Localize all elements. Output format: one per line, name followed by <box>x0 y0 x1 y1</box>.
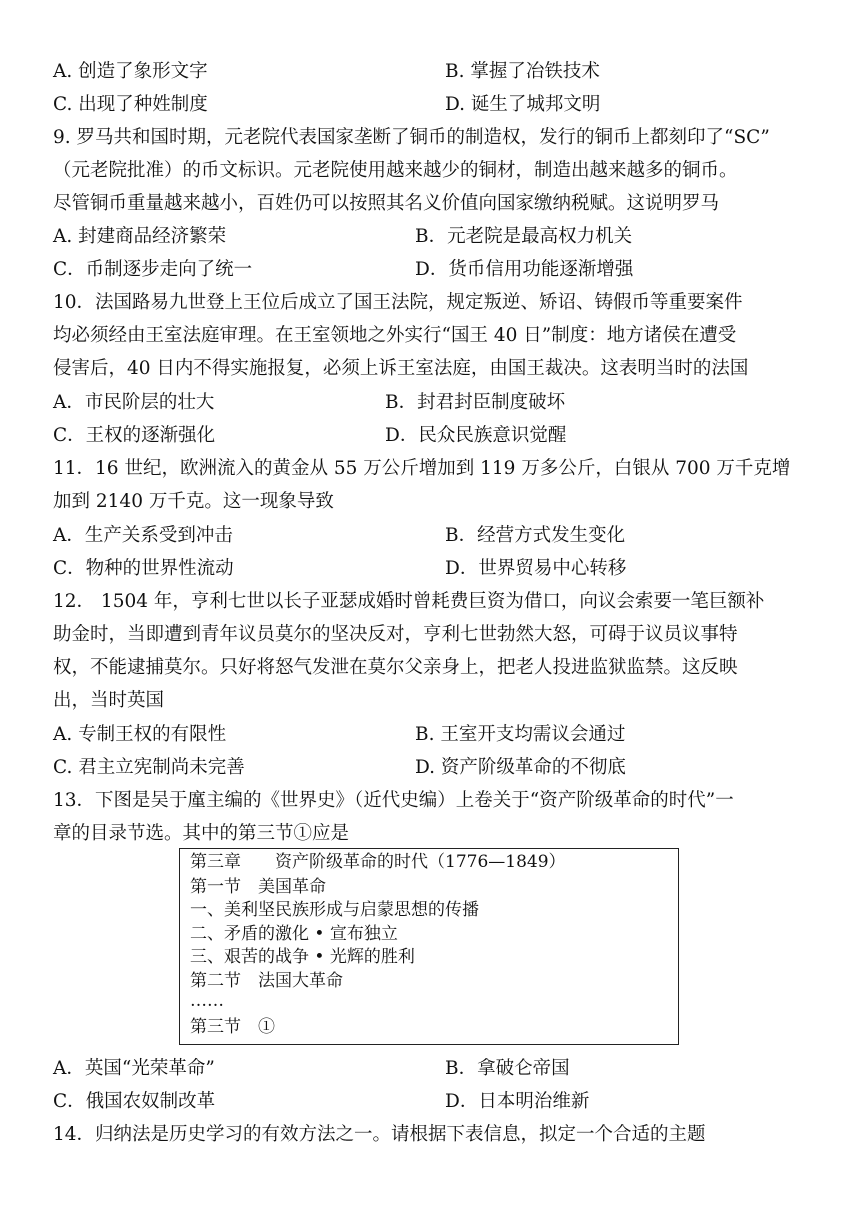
q12-option-a: A. 专制王权的有限性 <box>53 724 227 745</box>
q8-option-b: B. 掌握了冶铁技术 <box>445 61 600 82</box>
q10-option-d: D．民众民族意识觉醒 <box>385 425 567 446</box>
toc-section-1: 第一节 美国革命 <box>190 877 326 897</box>
q12-stem-line-4: 出，当时英国 <box>53 690 165 711</box>
q12-option-d: D. 资产阶级革命的不彻底 <box>415 757 626 778</box>
q9-option-b: B．元老院是最高权力机关 <box>415 226 633 247</box>
q11-option-b: B．经营方式发生变化 <box>445 525 626 546</box>
q14-stem-line-1: 14．归纳法是历史学习的有效方法之一。请根据下表信息，拟定一个合适的主题 <box>53 1124 706 1145</box>
q12-stem-line-2: 助金时，当即遭到青年议员莫尔的坚决反对，亨利七世勃然大怒，可碍于议员议事特 <box>53 624 738 645</box>
toc-item-1: 一、美利坚民族形成与启蒙思想的传播 <box>190 900 479 920</box>
q10-stem-line-2: 均必须经由王室法庭审理。在王室领地之外实行“国王 40 日”制度：地方诸侯在遭受 <box>53 325 737 346</box>
q11-option-c: C．物种的世界性流动 <box>53 558 234 579</box>
q9-stem-line-2: （元老院批准）的币文标识。元老院使用越来越少的铜材，制造出越来越多的铜币。 <box>53 160 738 181</box>
q12-stem-line-1: 12． 1504 年，亨利七世以长子亚瑟成婚时曾耗费巨资为借口，向议会索要一笔巨额补 <box>53 591 765 612</box>
q10-option-b: B．封君封臣制度破坏 <box>385 392 566 413</box>
q12-stem-line-3: 权，不能逮捕莫尔。只好将怒气发泄在莫尔父亲身上，把老人投进监狱监禁。这反映 <box>53 657 738 678</box>
q11-stem-line-2: 加到 2140 万千克。这一现象导致 <box>53 491 334 512</box>
table-of-contents-box <box>179 848 679 1045</box>
toc-section-3: 第三节 ① <box>190 1017 275 1037</box>
toc-item-3: 三、艰苦的战争 • 光辉的胜利 <box>190 947 415 967</box>
q10-option-c: C．王权的逐渐强化 <box>53 425 216 446</box>
toc-section-2: 第二节 法国大革命 <box>190 971 343 991</box>
q9-stem-line-1: 9. 罗马共和国时期，元老院代表国家垄断了铜币的制造权，发行的铜币上都刻印了“SC” <box>53 127 770 148</box>
q11-option-d: D．世界贸易中心转移 <box>445 558 627 579</box>
q8-option-c: C. 出现了种姓制度 <box>53 94 208 115</box>
q12-option-c: C. 君主立宪制尚未完善 <box>53 757 245 778</box>
q13-option-d: D．日本明治维新 <box>445 1091 590 1112</box>
q10-option-a: A．市民阶层的壮大 <box>53 392 215 413</box>
q13-stem-line-1: 13．下图是吴于廑主编的《世界史》（近代史编）上卷关于“资产阶级革命的时代”一 <box>53 790 734 811</box>
q8-option-a: A. 创造了象形文字 <box>53 61 208 82</box>
toc-item-2: 二、矛盾的激化 • 宣布独立 <box>190 924 398 944</box>
toc-chapter-title: 第三章 资产阶级革命的时代（1776—1849） <box>190 852 566 872</box>
q13-option-b: B．拿破仑帝国 <box>445 1058 570 1079</box>
q8-option-d: D. 诞生了城邦文明 <box>445 94 601 115</box>
q9-option-c: C．币制逐步走向了统一 <box>53 259 253 280</box>
q11-stem-line-1: 11．16 世纪，欧洲流入的黄金从 55 万公斤增加到 119 万多公斤，白银从 700 万千克增 <box>53 458 791 479</box>
toc-ellipsis: …… <box>190 991 224 1011</box>
q13-option-c: C．俄国农奴制改革 <box>53 1091 216 1112</box>
q12-option-b: B. 王室开支均需议会通过 <box>415 724 626 745</box>
q10-stem-line-1: 10．法国路易九世登上王位后成立了国王法院，规定叛逆、矫诏、铸假币等重要案件 <box>53 292 743 313</box>
q9-option-a: A. 封建商品经济繁荣 <box>53 226 227 247</box>
q10-stem-line-3: 侵害后，40 日内不得实施报复，必须上诉王室法庭，由国王裁决。这表明当时的法国 <box>53 358 749 379</box>
q13-option-a: A．英国“光荣革命” <box>53 1058 215 1079</box>
q11-option-a: A．生产关系受到冲击 <box>53 525 233 546</box>
q13-stem-line-2: 章的目录节选。其中的第三节①应是 <box>53 823 350 844</box>
q9-stem-line-3: 尽管铜币重量越来越小，百姓仍可以按照其名义价值向国家缴纳税赋。这说明罗马 <box>53 193 720 214</box>
q9-option-d: D．货币信用功能逐渐增强 <box>415 259 634 280</box>
